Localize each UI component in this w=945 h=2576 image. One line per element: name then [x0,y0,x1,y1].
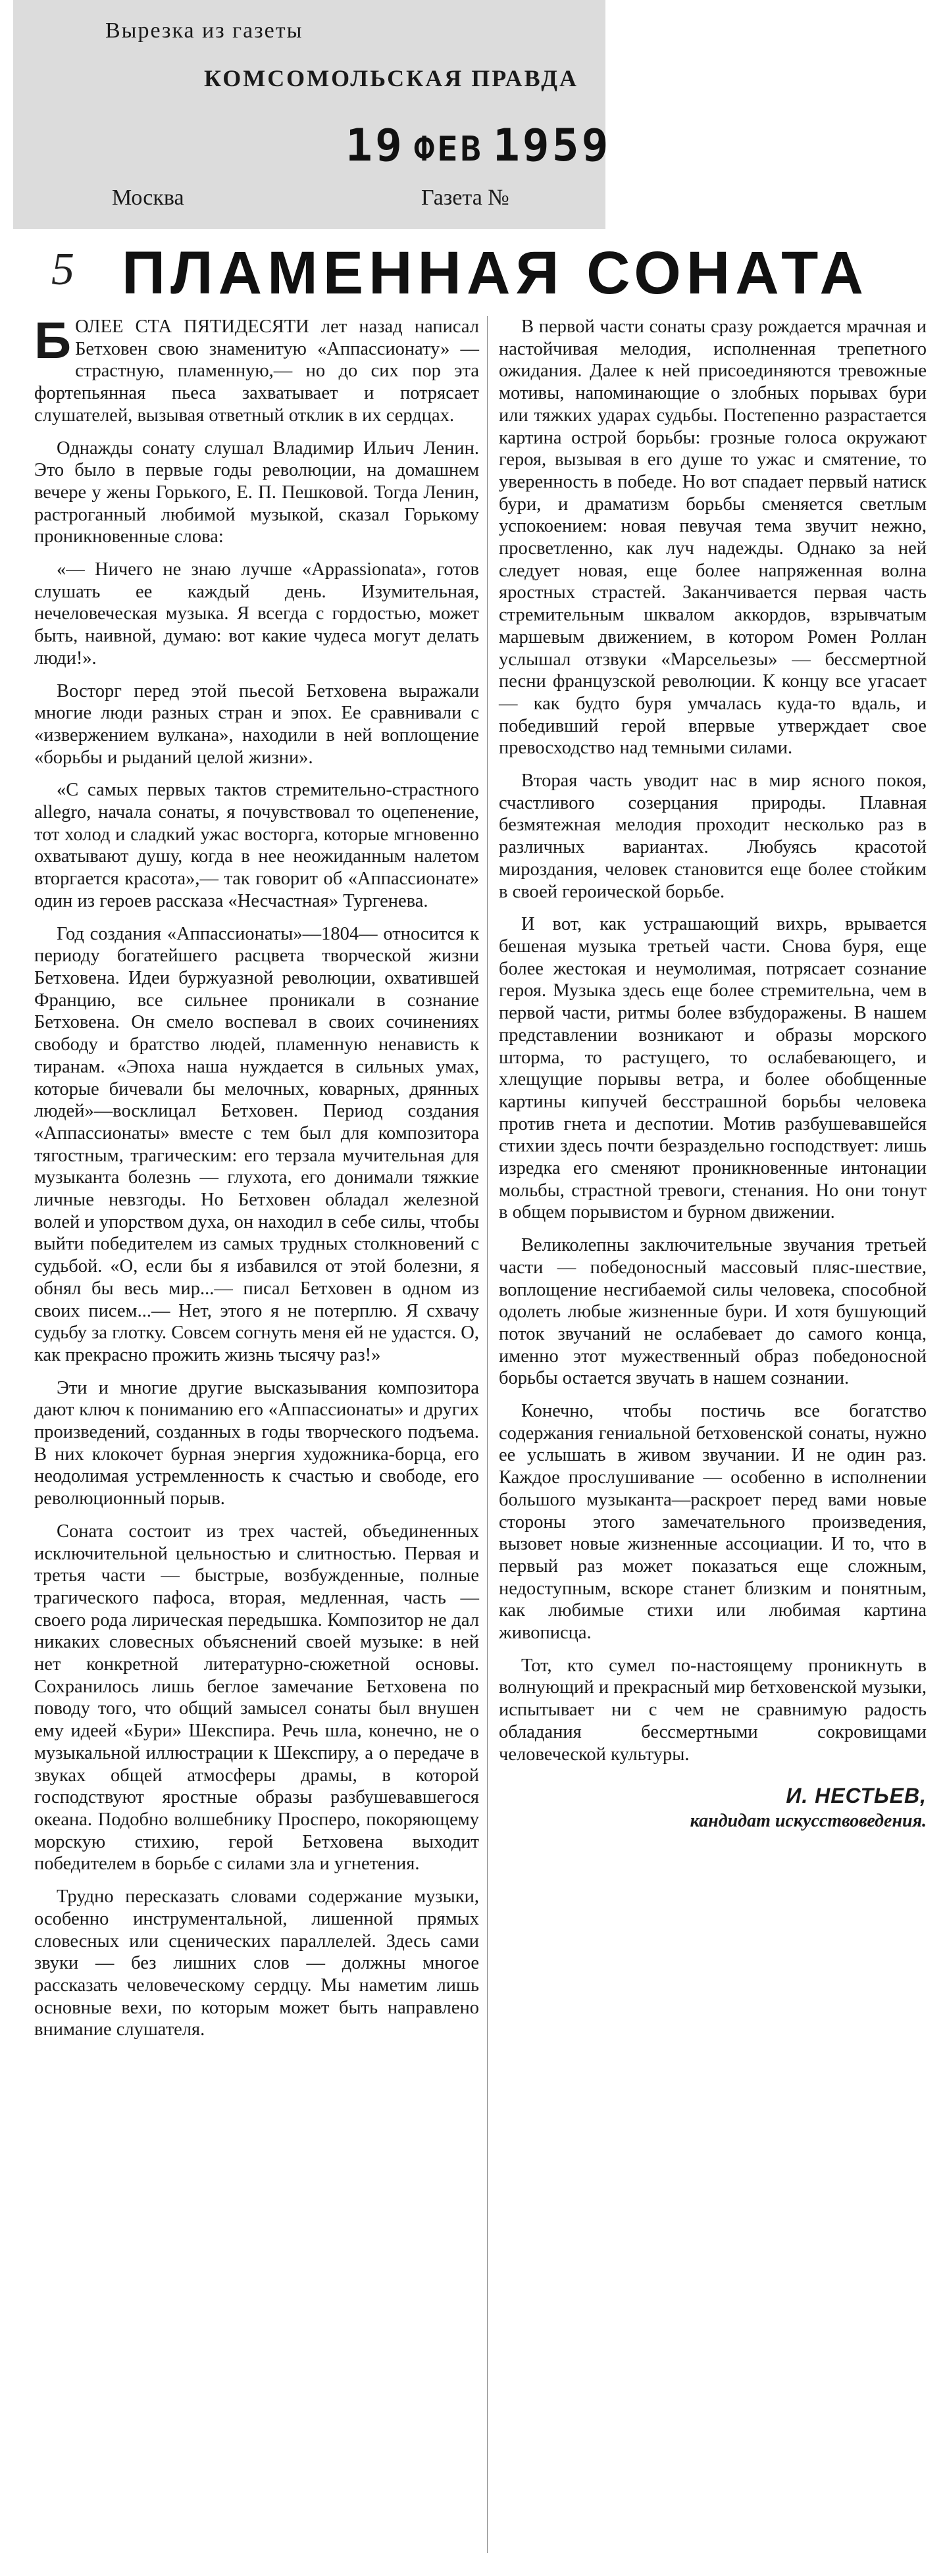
right-column [499,316,927,2211]
paragraph: Год создания «Аппассионаты»—1804— относится к периоду богатейшего расцвета творческой жизни Бетховена. Идеи буржуазной революции, охватившей Францию, все сильнее проникали в сознание Бетховена. Он смело воспевал в своих сочинениях свободу и братство людей, пламенную ненависть к тиранам. «Эпоха наша нуждается в сильных умах, которые бичевали бы мелочных, коварных, дрянных людей»—восклицал Бетховен. Период создания «Аппассионаты» вместе с тем был для композитора тягостным, трагическим: его терзала мучительная для музыканта болезнь — глухота, его донимали тяжкие личные невзгоды. Но Бетховен обладал железной волей и упорством духа, он находил в себе силы, чтобы выйти победителем из самых трудных столкновений с судьбой. «О, если бы я избавился от этой болезни, я обнял бы весь мир...— писал Бетховен в одном из своих писем...— Нет, этого я не потерплю. Я схвачу судьбу за глотку. Совсем согнуть меня ей не удастся. О, как прекрасно прожить жизнь тысячу раз!» [34,923,479,1365]
paragraph: И вот, как устрашающий вихрь, врывается бешеная музыка третьей части. Снова буря, еще более жестокая и неумолимая, потрясает сознание героя. Музыка здесь еще более стремительна, чем в первой части, ритмы более взбудоражены. В нашем представлении возникают и образы морского шторма, то растущего, то ослабевающего, и хлещущие порывы ветра, и более обобщенные картины кипучей бесстрашной борьбы человека против гнета и деспотии. Мотив разбушевавшейся стихии здесь почти безраздельно господствует: лишь изредка его сменяют проникновенные интонации мольбы, страстной тревоги, стенания. Но они тонут в общем порывистом и бурном движении. [499,914,927,1223]
paragraph: Соната состоит из трех частей, объединенных исключительной цельностью и слитностью. Первая и третья части — быстрые, возбужденные, полные трагического пафоса, вторая, медленная, часть — своего рода лирическая передышка. Композитор не дал никаких словесных объяснений своей музыке: в ней нет конкретной литературно-сюжетной основы. Сохранилось лишь беглое замечание Бетховена по поводу того, что общий замысел сонаты был внушен ему идеей «Бури» Шекспира. Речь шла, конечно, не о музыкальной иллюстрации к Шекспиру, а о передаче в звуках общей атмосферы драмы, в которой господствуют яростные образы разбушевавшегося океана. Подобно волшебнику Просперо, покоряющему морскую стихию, герой Бетховена выходит победителем в борьбе с силами зла и угнетения. [34,1521,479,1875]
newspaper-name: КОМСОМОЛЬСКАЯ ПРАВДА [204,65,578,91]
paragraph: В первой части сонаты сразу рождается мрачная и настойчивая мелодия, исполненная трепетного ожидания. Далее к ней присоединяются тревожные мотивы, напоминающие о злобных порывах бури или тяжких ударах судьбы. Постепенно разрастается картина острой борьбы: грозные голоса окружают героя, вызывая в его душе то ужас и смятение, то уверенность в победе. Но вот спадает первый натиск бури, и драматизм борьбы сменяется светлым успокоением: новая певучая тема звучит нежно, просветленно, как луч надежды. Однако за ней следует новая, еще более напряженная волна яростных страстей. Заканчивается первая часть стремительным шквалом аккордов, взрывчатым маршевым движением, в котором Ромен Роллан услышал отзвуки «Марсельезы» — бессмертной песни французской революции. К концу все угасает — как будто буря умчалась куда-то вдаль, и победивший герой впервые утверждает свое превосходство над темными силами. [499,316,927,759]
date-day: 19 [345,120,405,172]
handwritten-mark: 5 [51,244,74,295]
paragraph: Трудно пересказать словами содержание музыки, особенно инструментальной, лишенной прямых словесных или сценических параллелей. Здесь сами звуки — без лишних слов — должны многое рассказать человеческому сердцу. Мы наметим лишь основные вехи, по которым может быть направлено внимание слушателя. [34,1886,479,2040]
gazeta-number-label: Газета № [421,186,509,210]
paragraph: Вторая часть уводит нас в мир ясного покоя, счастливого созерцания природы. Плавная безмятежная мелодия проходит несколько раз в различных вариантах. Любуясь красотой мироздания, человек становится еще более стойким в своей героической борьбе. [499,770,927,902]
paragraph: «С самых первых тактов стремительно-страстного allegro, начала сонаты, я почувствовал то оцепенение, тот холод и сладкий ужас восторга, которые мгновенно охватывают душу, когда в нее неожиданным налетом вторгается красота»,— так говорит об «Аппассионате» один из героев рассказа «Несчастная» Тургенева. [34,780,479,911]
date-year: 1959 [492,120,611,172]
date-month: ФЕВ [413,130,484,169]
clipping-caption: Вырезка из газеты [105,18,303,43]
paragraph: Восторг перед этой пьесой Бетховена выражали многие люди разных стран и эпох. Ее сравнивали с «извержением вулкана», находили в ней воплощение «борьбы и рыданий целой жизни». [34,680,479,768]
paragraph: «— Ничего не знаю лучше «Appassionata», готов слушать ее каждый день. Изумительная, нечеловеческая музыка. Я всегда с гордостью, может быть, наивной, думаю: вот какие чудеса могут делать люди!». [34,559,479,669]
paragraph: Великолепны заключительные звучания третьей части — победоносный массовый пляс-шествие, воплощение несгибаемой силы человека, способной одолеть любые жизненные бури. И хотя бушующий поток звучаний не ослабевает до самого конца, именно этот мужественный образ победоносной борьбы остается звучать в нашем сознании. [499,1235,927,1389]
paragraph: Однажды сонату слушал Владимир Ильич Ленин. Это было в первые годы революции, на домашнем вечере у жены Горького, Е. П. Пешковой. Тогда Ленин, растроганный любимой музыкой, сказал Горькому проникновенные слова: [34,438,479,547]
date-stamp [345,120,611,172]
paragraph: БОЛЕЕ СТА ПЯТИДЕСЯТИ лет назад написал Бетховен свою знаменитую «Аппассионату» — страстную, пламенную,— но до сих пор эта фортепьянная пьеса захватывает и потрясает слушателей, вызывая ответный отклик в их сердцах. [34,311,479,426]
paragraph: Эти и многие другие высказывания композитора дают ключ к пониманию его «Аппассионаты» и других произведений, созданных в годы творческого подъема. В них клокочет бурная энергия художника-борца, его неодолимая устремленность к счастью и свободе, его революционный порыв. [34,1377,479,1509]
drop-cap: Б [34,311,72,369]
paragraph: Тот, кто сумел по-настоящему проникнуть в волнующий и прекрасный мир бетховенской музыки, испытывает ни с чем не сравнимую радость обладания бессмертными сокровищами человеческой культуры. [499,1655,927,1765]
paragraph: Конечно, чтобы постичь все богатство содержания гениальной бетховенской сонаты, нужно ее услышать в живом звучании. И не один раз. Каждое прослушивание — особенно в исполнении большого музыканта—раскроет перед вами новые стороны этого замечательного произведения, вызовет новые жизненные ассоциации. И то, что в первый раз может показаться еще сложным, недоступным, вскоре станет близким и понятным, как любимые стихи или любимая картина живописца. [499,1401,927,1644]
left-column [34,311,479,2553]
column-divider [487,316,488,2553]
author-title: кандидат искусствоведения. [690,1811,927,1831]
newspaper-clipping [0,229,945,2576]
article-title: ПЛАМЕННАЯ СОНАТА [122,240,869,307]
clipping-label [13,0,611,232]
city-label: Москва [112,186,184,210]
author-name: И. НЕСТЬЕВ, [786,1784,927,1808]
